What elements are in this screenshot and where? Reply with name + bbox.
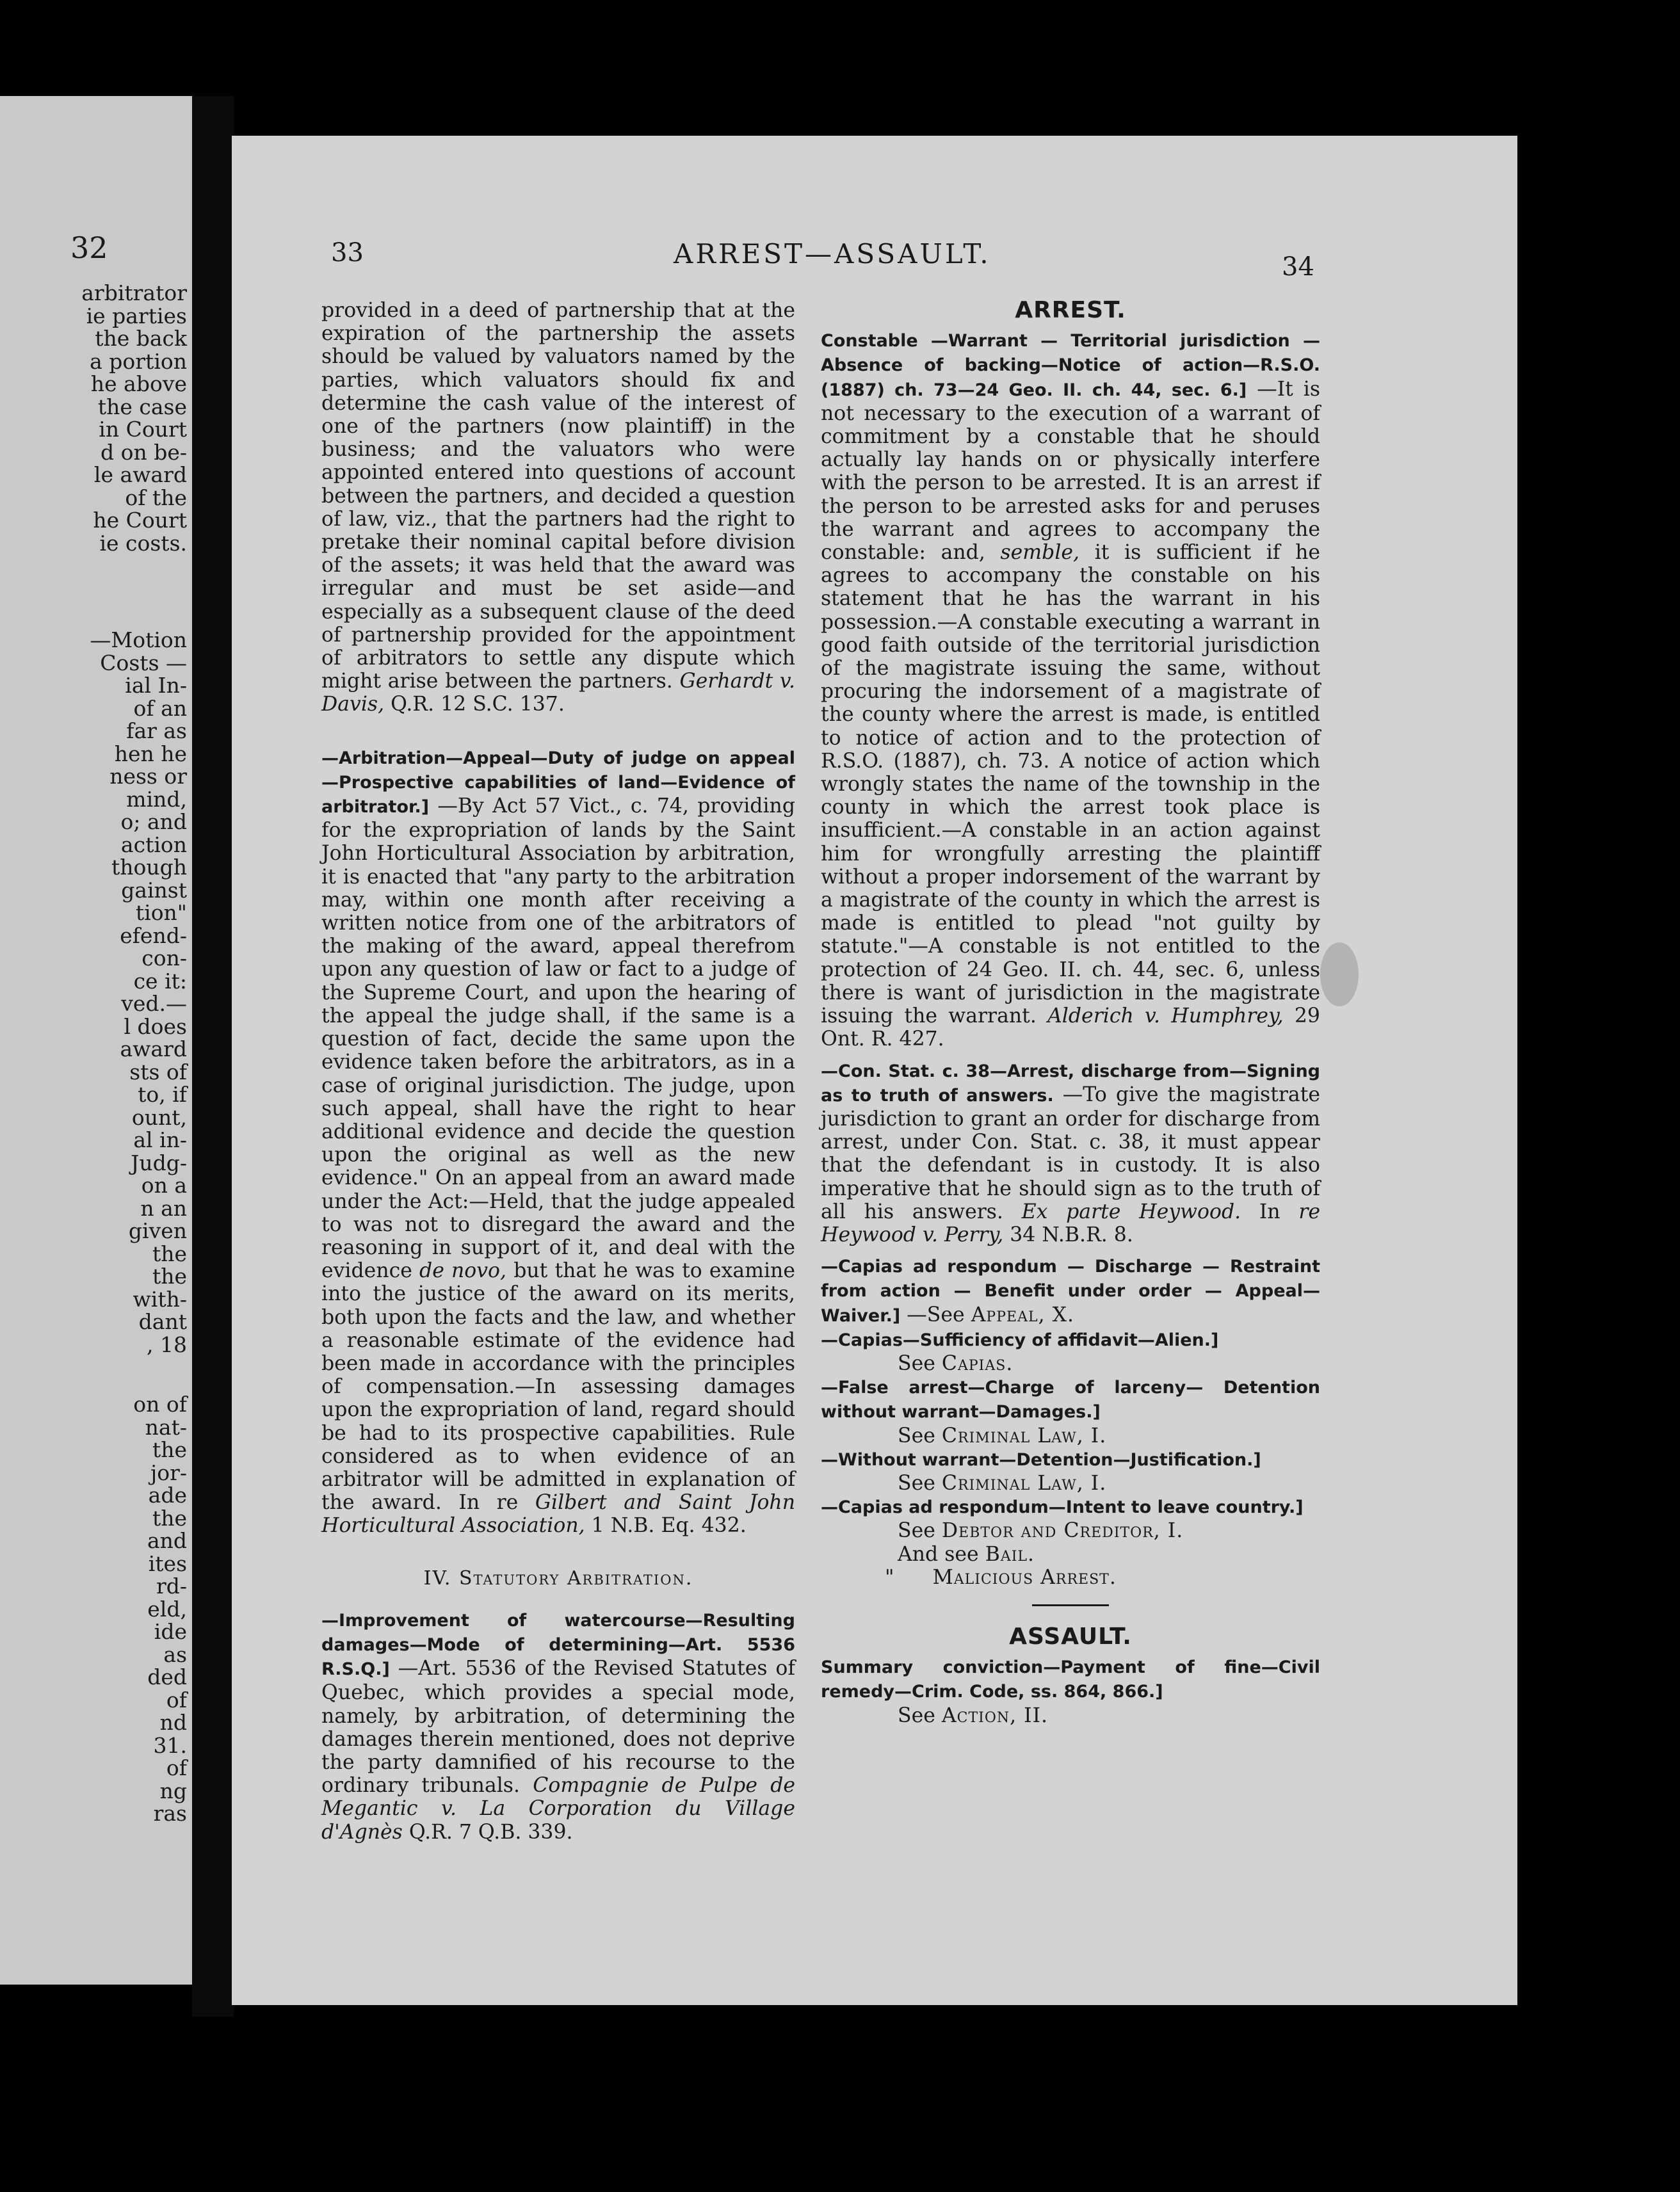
case-name: Compagnie de Pulpe de Megantic v. La Corporation du Village d'Agnès (321, 1774, 796, 1844)
left-column (321, 299, 795, 1844)
adjacent-page-line: to, if (138, 1082, 187, 1107)
see-reference: See Criminal Law, I. (898, 1471, 1107, 1495)
entry-headnote: Constable —Warrant — Territorial jurisdiction —Absence of backing—Notice of action—R.S.O. (1887) ch. 73—24 Geo. II. ch. 44, sec. 6.] (821, 331, 1320, 400)
adjacent-page-line: ide (154, 1619, 187, 1644)
adjacent-page-fragment (0, 96, 192, 1985)
entry-headnote: —Capias ad respondum—Intent to leave country.] (821, 1497, 1304, 1518)
adjacent-page-line: the case (97, 394, 187, 419)
adjacent-page-line: 31. (153, 1732, 187, 1758)
adjacent-page-line: le award (93, 462, 187, 487)
entry-constable-warrant: Constable —Warrant — Territorial jurisdiction —Absence of backing—Notice of action—R.S.O. (1887) ch. 73—24 Geo. II. ch. 44, sec. 6.] —It is not necessary to the execution of a warrant of commitment by a constable that he should actually lay hands on or physically interfere with the person to be arrested. It is an arrest if the person to be arrested asks for and peruses the warrant and agrees to accompany the constable: and, semble, it is sufficient if he agrees to accompany the constable on his statement that he has the warrant in his possession.—A constable executing a warrant in good faith outside of the territorial jurisdiction of the magistrate issuing the same, without procuring the indorsement of a magistrate of the county where the arrest is made, is entitled to notice of action and to the protection of R.S.O. (1887), ch. 73. A notice of action which wrongly states the name of the township in the county in which the arrest took place is insufficient.—A constable in an action against him for wrongfully arresting the plaintiff without a proper indorsement of the warrant by a magistrate of the county in which the arrest is made is entitled to plead "not guilty by statute."—A constable is not entitled to the protection of 24 Geo. II. ch. 44, sec. 6, unless there is want of jurisdiction in the magistrate issuing the warrant. Alderich v. Humphrey, 29 Ont. R. 427. (821, 331, 1321, 1051)
adjacent-page-line: efend- (120, 923, 187, 948)
adjacent-page-line: —Motion (90, 627, 187, 652)
adjacent-page-line: ng (159, 1778, 187, 1803)
entry-headnote: —Improvement of watercourse—Resulting damages—Mode of determining—Art. 5536 R.S.Q.] (321, 1610, 795, 1680)
adjacent-page-line: far as (126, 718, 187, 743)
adjacent-page-line: Judg- (131, 1150, 187, 1175)
adjacent-page-line: the (152, 1505, 187, 1531)
adjacent-page-line: in Court (99, 417, 187, 442)
adjacent-page-line: as (163, 1641, 187, 1667)
case-name: Gerhardt v. Davis, (321, 670, 795, 716)
adjacent-page-line: al in- (133, 1127, 187, 1152)
right-column (821, 299, 1320, 1727)
cross-reference: Debtor and Creditor, I. (941, 1519, 1184, 1543)
adjacent-page-line: ount, (131, 1104, 187, 1130)
adjacent-page-line: jor- (150, 1460, 187, 1485)
entry-false-arrest (821, 1375, 1320, 1424)
column-number-right: 34 (1282, 252, 1314, 282)
case-name: Alderich v. Humphrey, (1047, 1004, 1284, 1028)
entry-summary-conviction (821, 1655, 1320, 1704)
adjacent-page-line: ial In- (125, 673, 187, 698)
entry-partnership-valuation: provided in a deed of partnership that at the expiration of the partnership the assets should be valued by valuators named by the parties, which valuators should fix and determine the cash value of the interest of one of the partners (now plaintiff) in the business; and the valuators who were appointed entered into questions of account between the partners, and decided a question of law, viz., that the partners had the right to pretake their nominal capital before division of the assets; it was held that the award was irregular and must be set aside—and especially as a subsequent clause of the deed of partnership provided for the appointment of arbitrators to settle any dispute which might arise between the partners. Gerhardt v. Davis, Q.R. 12 S.C. 137. (321, 299, 795, 716)
entry-con-stat-38: —Con. Stat. c. 38—Arrest, discharge from—Signing as to truth of answers. —To give the magistrate jurisdiction to grant an order for discharge from arrest, under Con. Stat. c. 38, it must appear that the defendant is in custody. It is also imperative that he should sign as to the truth of all his answers. Ex parte Heywood. In re Heywood v. Perry, 34 N.B.R. 8. (821, 1061, 1321, 1246)
adjacent-page-line: nd (159, 1710, 187, 1735)
see-reference: See Criminal Law, I. (898, 1424, 1107, 1447)
adjacent-page-line: mind, (126, 786, 187, 812)
case-name: Ex parte Heywood. (1021, 1200, 1241, 1223)
adjacent-page-line: con- (141, 946, 187, 971)
case-citation: 29 Ont. R. 427. (821, 1004, 1320, 1051)
adjacent-page-line: rd- (156, 1574, 187, 1599)
adjacent-page-line: ites (148, 1551, 187, 1576)
entry-headnote: —Arbitration—Appeal—Duty of judge on appeal —Prospective capabilities of land—Evidence of arbitrator.] (321, 748, 795, 818)
adjacent-page-line: the back (95, 326, 187, 351)
case-citation: Q.R. 12 S.C. 137. (391, 693, 565, 716)
adjacent-page-line: o; and (120, 809, 187, 834)
adjacent-page-line: action (120, 832, 187, 857)
adjacent-page-line: hen he (114, 741, 187, 766)
adjacent-page-line: and (147, 1528, 187, 1553)
adjacent-page-line: nat- (145, 1414, 187, 1440)
cross-reference: Action, II. (941, 1704, 1049, 1727)
adjacent-page-line: gainst (121, 877, 187, 903)
adjacent-page-line: on a (141, 1173, 187, 1198)
see-reference: See Capias. (898, 1351, 1014, 1375)
adjacent-page-line: arbitrator (81, 280, 187, 305)
ink-blot (1320, 942, 1359, 1006)
entry-headnote: Summary conviction—Payment of fine—Civil remedy—Crim. Code, ss. 864, 866.] (821, 1657, 1320, 1702)
adjacent-page-line: ce it: (133, 968, 187, 994)
case-name: re Heywood v. Perry, (821, 1200, 1321, 1246)
case-citation: 1 N.B. Eq. 432. (591, 1514, 747, 1538)
see-reference: See Debtor and Creditor, I. (898, 1519, 1184, 1543)
adjacent-page-line: n an (140, 1195, 187, 1221)
adjacent-page-line: ness or (109, 764, 187, 789)
adjacent-page-line: , 18 (147, 1332, 187, 1357)
entry-arbitration-appeal: —Arbitration—Appeal—Duty of judge on appeal —Prospective capabilities of land—Evidence of arbitrator.] —By Act 57 Vict., c. 74, providing for the expropriation of lands by the Saint John Horticultural Association by arbitration, it is enacted that "any party to the arbitration may, within one month after receiving a written notice from one of the arbitrators of the making of the award, appeal therefrom upon any question of law or fact to a judge of the Supreme Court, and upon the hearing of the appeal the judge shall, if the same is a question of fact, decide the same upon the evidence taken before the arbitrators, as in a case of original jurisdiction. The judge, upon such appeal, shall have the right to hear additional evidence and decide the question upon the original as well as the new evidence." On an appeal from an award made under the Act:—Held, that the judge appealed to was not to disregard the award and the reasoning in support of it, and deal with the evidence de novo, but that he was to examine into the justice of the award on its merits, both upon the facts and the law, and whether a reasonable estimate of the evidence had been made in accordance with the principles of compensation.—In assessing damages upon the expropriation of land, regard should be had to its prospective capabilities. Rule considered as to when evidence of an arbitrator will be admitted in explanation of the award. In re Gilbert and Saint John Horticultural Association, 1 N.B. Eq. 432. (321, 748, 795, 1538)
adjacent-page-line: of (166, 1687, 187, 1712)
case-citation: Q.R. 7 Q.B. 339. (408, 1820, 573, 1844)
adjacent-page-line: tion" (135, 900, 187, 925)
case-citation: 34 N.B.R. 8. (1010, 1223, 1133, 1246)
section-divider (1032, 1604, 1109, 1606)
adjacent-page-line: ras (153, 1801, 187, 1826)
entry-capias-intent (821, 1495, 1320, 1519)
see-reference: See Action, II. (898, 1704, 1049, 1727)
adjacent-page-line: though (111, 855, 187, 880)
adjacent-page-line: ded (147, 1664, 187, 1689)
adjacent-page-line: ie parties (86, 303, 187, 328)
heading-assault: ASSAULT. (1009, 1623, 1132, 1650)
binding-gutter (192, 96, 234, 2017)
adjacent-page-line: Costs — (100, 650, 187, 675)
entry-capias-affidavit (821, 1328, 1320, 1352)
adjacent-page-line: dant (138, 1309, 187, 1334)
adjacent-page-line: he Court (93, 508, 187, 533)
adjacent-page-line: he above (90, 371, 187, 396)
cross-reference: Bail. (985, 1542, 1035, 1566)
adjacent-page-line: the (152, 1241, 187, 1266)
adjacent-page-line: ie costs. (99, 530, 187, 556)
section-heading: IV. Statutory Arbitration. (423, 1567, 693, 1590)
adjacent-page-line: a portion (90, 348, 187, 374)
adjacent-page-line: the (152, 1264, 187, 1289)
cross-reference: Criminal Law, I. (941, 1424, 1107, 1447)
running-header (232, 238, 1517, 282)
adjacent-page-number: 32 (70, 230, 108, 265)
adjacent-page-line: d on be- (100, 439, 187, 465)
adjacent-page-line: of the (125, 485, 187, 510)
entry-headnote: —Con. Stat. c. 38—Arrest, discharge from—Signing as to truth of answers. (821, 1061, 1320, 1106)
main-page (232, 136, 1517, 2005)
entry-headnote: —Capias—Sufficiency of affidavit—Alien.] (821, 1330, 1219, 1350)
cross-reference: Appeal, X. (971, 1303, 1075, 1326)
entry-watercourse: —Improvement of watercourse—Resulting damages—Mode of determining—Art. 5536 R.S.Q.] —Art. 5536 of the Revised Statutes of Quebec, which provides a special mode, namely, by arbitration, of determining the damages therein mentioned, does not deprive the party damnified of his recourse to the ordinary tribunals. Compagnie de Pulpe de Megantic v. La Corporation du Village d'Agnès Q.R. 7 Q.B. 339. (321, 1610, 796, 1844)
adjacent-page-line: of an (133, 695, 187, 721)
adjacent-page-line: l does (124, 1013, 187, 1039)
entry-headnote: —False arrest—Charge of larceny— Detention without warrant—Damages.] (821, 1378, 1320, 1422)
adjacent-page-line: award (120, 1036, 187, 1061)
adjacent-page-line: given (128, 1218, 187, 1243)
cross-reference: Malicious Arrest. (932, 1565, 1117, 1589)
cross-reference: Criminal Law, I. (941, 1471, 1107, 1495)
column-number-left: 33 (331, 238, 364, 268)
adjacent-page-line: sts of (129, 1059, 187, 1084)
adjacent-page-line: on of (133, 1392, 187, 1417)
cross-reference: Capias. (941, 1351, 1014, 1375)
adjacent-page-line: of (166, 1755, 187, 1780)
adjacent-page-line: with- (133, 1286, 187, 1312)
adjacent-page-line: eld, (147, 1596, 187, 1622)
entry-capias-discharge: —Capias ad respondum — Discharge — Restraint from action — Benefit under order — Appeal—Waiver.] —See Appeal, X. (821, 1257, 1320, 1326)
heading-arrest: ARREST. (1015, 297, 1126, 323)
entry-headnote: —Capias ad respondum — Discharge — Restraint from action — Benefit under order — Appeal—Waiver.] (821, 1257, 1320, 1326)
running-title: ARREST—ASSAULT. (674, 238, 991, 270)
adjacent-page-line: ved.— (121, 991, 187, 1016)
see-reference: And see Bail. (898, 1542, 1035, 1566)
entry-headnote: —Without warrant—Detention—Justification.] (821, 1449, 1261, 1470)
entry-without-warrant (821, 1447, 1320, 1472)
see-reference: " Malicious Arrest. (885, 1565, 1117, 1589)
case-name: Gilbert and Saint John Horticultural Association, (321, 1491, 795, 1538)
adjacent-page-line: the (152, 1437, 187, 1462)
adjacent-page-line: ade (148, 1483, 187, 1508)
